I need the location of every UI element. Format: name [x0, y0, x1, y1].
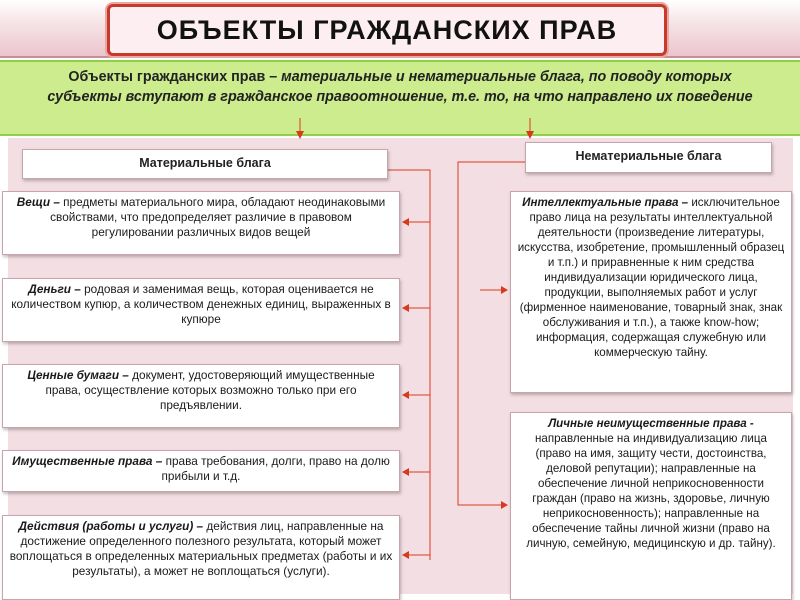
material-item-securities [2, 364, 400, 428]
definition-banner [0, 60, 800, 136]
item-term: Деньги – [28, 282, 85, 296]
immaterial-item-personal [510, 412, 792, 600]
item-term: Интеллектуальные права – [522, 196, 692, 209]
immaterial-header: Нематериальные блага [525, 142, 772, 173]
material-header: Материальные блага [22, 149, 388, 179]
material-item-property-rights [2, 450, 400, 492]
definition-text: материальные и нематериальные блага, по поводу которых субъекты вступают в гражданское правоотношение, т.е. то, на что направлено их поведение [47, 69, 753, 105]
material-item-things [2, 191, 400, 255]
item-text: родовая и заменимая вещь, которая оценивается не количеством купюр, а количеством денежных единиц, выраженных в купюре [11, 282, 391, 326]
item-text: направленные на индивидуализацию лица (право на имя, защиту чести, достоинства, деловой репутации); направленные на обеспечение личной неприкосновенности граждан (право на жизнь, здоровье, личную неприкосновенность); направленные на обеспечение тайны личной жизни (право на личную, семейную, медицинскую и др. тайну). [526, 432, 776, 550]
immaterial-item-intellectual [510, 191, 792, 393]
item-text: исключительное право лица на результаты интеллектуальной деятельности (произведение литературы, искусства, изобретение, промышленный образец и т.п.) и приравненные к ним средства индивидуализации юридического лица, продукции, выполняемых работ и услуг (фирменное наименование, товарный знак, знак обслуживания и т.п.), а также know-how; информация, содержащая служебную или коммерческую тайну. [517, 196, 785, 359]
item-text: права требования, долги, право на долю прибыли и т.д. [161, 454, 390, 483]
item-term: Действия (работы и услуги) – [18, 519, 207, 533]
item-term: Ценные бумаги – [27, 368, 133, 382]
definition-term: Объекты гражданских прав – [68, 69, 282, 85]
item-term: Личные неимущественные права - [548, 417, 754, 430]
item-text: предметы материального мира, обладают неодинаковыми свойствами, что предопределяет различие в правовом регулировании различных видов вещей [50, 195, 386, 239]
item-term: Имущественные права – [12, 454, 166, 468]
material-item-money [2, 278, 400, 342]
item-text: действия лиц, направленные на достижение определенного полезного результата, который может воплощаться в определенных материальных предметах (работы и их результаты), а может не воплощаться (услуги). [9, 519, 393, 578]
item-text: документ, удостоверяющий имущественные права, осуществление которых возможно только при его предъявлении. [45, 368, 375, 412]
material-item-actions [2, 515, 400, 600]
item-term: Вещи – [16, 195, 64, 209]
page-title: ОБЪЕКТЫ ГРАЖДАНСКИХ ПРАВ [107, 4, 667, 56]
